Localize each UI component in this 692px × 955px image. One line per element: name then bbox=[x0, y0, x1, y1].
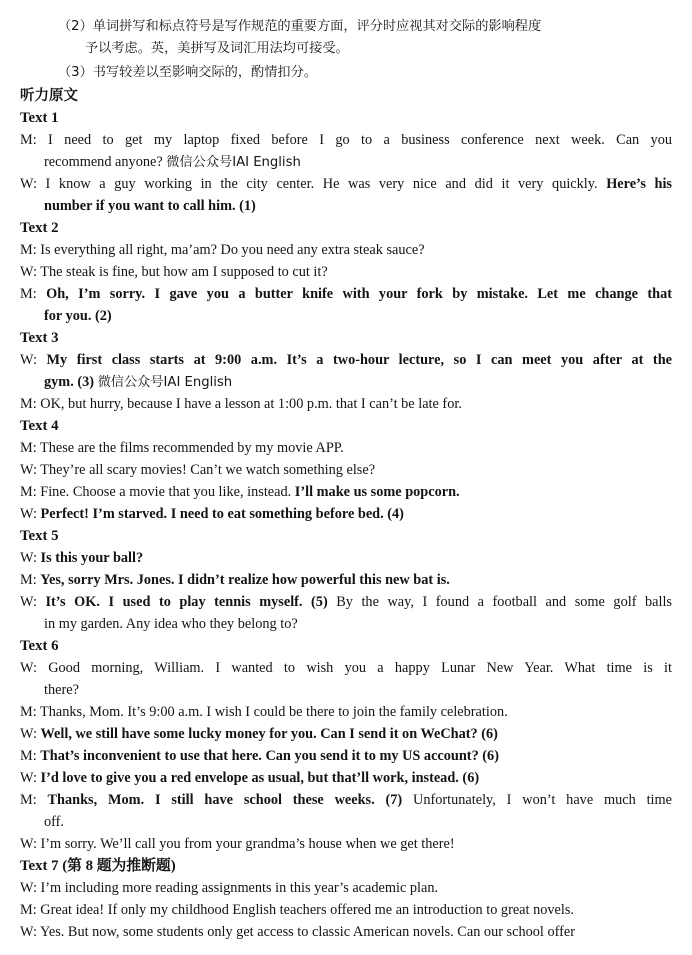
transcript-line: W: The steak is fine, but how am I supposed to cut it? bbox=[20, 264, 328, 280]
text-1-heading: Text 1 bbox=[20, 110, 59, 126]
text-6-heading: Text 6 bbox=[20, 638, 59, 654]
answer-line: W: I’d love to give you a red envelope as usual, but that’ll work, instead. (6) bbox=[20, 770, 480, 786]
text-2-heading: Text 2 bbox=[20, 220, 59, 236]
transcript-line: off. bbox=[44, 814, 64, 830]
transcript-line: M: Yes, sorry Mrs. Jones. I didn’t realize how powerful this new bat is. bbox=[20, 572, 450, 588]
answer-line: M: That’s inconvenient to use that here. Can you send it to my US account? (6) bbox=[20, 748, 499, 764]
transcript-line: W: Good morning, William. I wanted to wish you a happy Lunar New Year. What time is it bbox=[20, 660, 672, 676]
transcript-line: M: OK, but hurry, because I have a lesson at 1:00 p.m. that I can’t be late for. bbox=[20, 396, 462, 412]
answer-line: W: Perfect! I’m starved. I need to eat something before bed. (4) bbox=[20, 506, 404, 522]
transcript-line: recommend anyone? 微信公众号IAI English bbox=[44, 154, 301, 170]
answer-line: W: My first class starts at 9:00 a.m. It’s a two-hour lecture, so I can meet you after at the bbox=[20, 352, 672, 368]
transcript-line: there? bbox=[44, 682, 79, 698]
transcript-line: W: They’re all scary movies! Can’t we watch something else? bbox=[20, 462, 376, 478]
transcript-line: W: Is this your ball? bbox=[20, 550, 144, 566]
answer-line: number if you want to call him. (1) bbox=[44, 198, 256, 214]
transcript-line: W: I’m including more reading assignments in this year’s academic plan. bbox=[20, 880, 439, 896]
transcript-line: M: Fine. Choose a movie that you like, instead. I’ll make us some popcorn. bbox=[20, 484, 460, 500]
section-title: 听力原文 bbox=[20, 88, 78, 104]
text-3-heading: Text 3 bbox=[20, 330, 59, 346]
transcript-line: M: Is everything all right, ma’am? Do you need any extra steak sauce? bbox=[20, 242, 425, 258]
transcript-line: M: Thanks, Mom. It’s 9:00 a.m. I wish I could be there to join the family celebration. bbox=[20, 704, 508, 720]
watermark: 微信公众号IAI English bbox=[166, 155, 301, 170]
answer-line: for you. (2) bbox=[44, 308, 112, 324]
transcript-line: in my garden. Any idea who they belong to? bbox=[44, 616, 298, 632]
transcript-line: W: I know a guy working in the city center. He was very nice and did it very quickly. Here’s his bbox=[20, 176, 672, 192]
answer-line: W: It’s OK. I used to play tennis myself. (5) By the way, I found a football and some golf balls bbox=[20, 594, 672, 610]
answer-line: M: Oh, I’m sorry. I gave you a butter knife with your fork by mistake. Let me change that bbox=[20, 286, 672, 302]
answer-line: M: Thanks, Mom. I still have school these weeks. (7) Unfortunately, I won’t have much time bbox=[20, 792, 672, 808]
scoring-note-2: （2）单词拼写和标点符号是写作规范的重要方面，评分时应视其对交际的影响程度 bbox=[58, 19, 542, 34]
transcript-line: M: These are the films recommended by my movie APP. bbox=[20, 440, 344, 456]
watermark: 微信公众号IAI English bbox=[97, 375, 233, 390]
transcript-line: W: Yes. But now, some students only get access to classic American novels. Can our school offer bbox=[20, 924, 575, 940]
text-7-heading: Text 7 (第 8 题为推断题) bbox=[20, 858, 176, 874]
transcript-line: M: Great idea! If only my childhood English teachers offered me an introduction to great novels. bbox=[20, 902, 574, 918]
scoring-note-3: （3）书写较差以至影响交际的，酌情扣分。 bbox=[58, 65, 317, 80]
text-5-heading: Text 5 bbox=[20, 528, 59, 544]
text-4-heading: Text 4 bbox=[20, 418, 59, 434]
transcript-line: M: I need to get my laptop fixed before I go to a business conference next week. Can you bbox=[20, 132, 672, 148]
scoring-note-2-continued: 予以考虑。英，美拼写及词汇用法均可接受。 bbox=[85, 41, 349, 56]
answer-line: gym. (3) 微信公众号IAI English bbox=[44, 374, 233, 390]
answer-line: W: Well, we still have some lucky money for you. Can I send it on WeChat? (6) bbox=[20, 726, 498, 742]
transcript-line: W: I’m sorry. We’ll call you from your grandma’s house when we get there! bbox=[20, 836, 455, 852]
